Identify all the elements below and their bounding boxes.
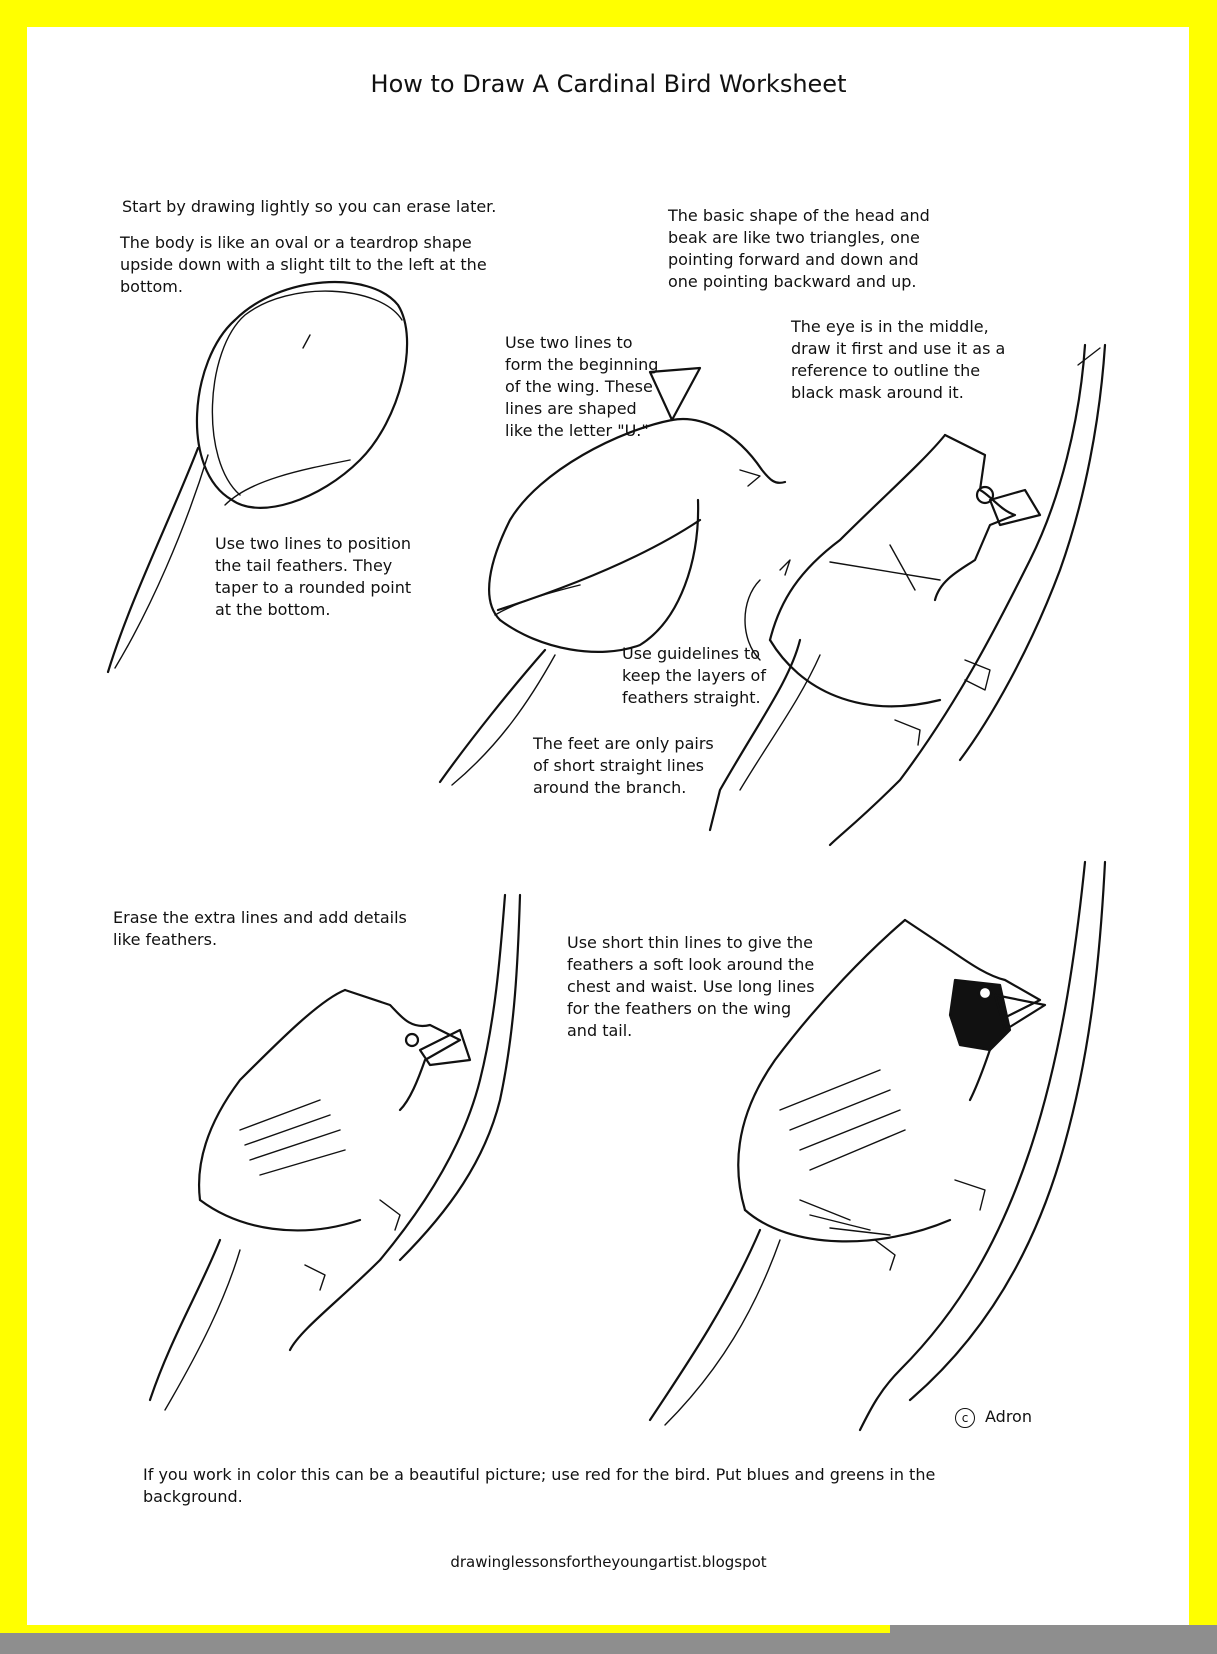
head-line: one pointing backward and up. bbox=[668, 272, 917, 291]
eye-line: reference to outline the bbox=[791, 361, 981, 380]
wing-line: of the wing. These bbox=[505, 377, 653, 396]
guidelines-line: feathers straight. bbox=[622, 688, 761, 707]
copyright-icon: c bbox=[955, 1408, 975, 1428]
eye-line: black mask around it. bbox=[791, 383, 964, 402]
color-tip-line: If you work in color this can be a beautiful picture; use red for the bird. Put blues and greens in the bbox=[143, 1465, 936, 1484]
tail-line: Use two lines to position bbox=[215, 534, 412, 553]
step1-tail-lines bbox=[108, 448, 208, 672]
guidelines-line: keep the layers of bbox=[622, 666, 766, 685]
step2-bird-sketch bbox=[440, 368, 785, 785]
erase-line: like feathers. bbox=[113, 930, 218, 949]
tail-line: taper to a rounded point bbox=[215, 578, 412, 597]
wing-line: form the beginning bbox=[505, 355, 659, 374]
worksheet-title: How to Draw A Cardinal Bird Worksheet bbox=[370, 70, 847, 98]
tail-line: the tail feathers. They bbox=[215, 556, 393, 575]
body-line: upside down with a slight tilt to the left at the bbox=[120, 255, 487, 274]
head-line: The basic shape of the head and bbox=[668, 206, 930, 225]
intro-text: Start by drawing lightly so you can erase later. bbox=[122, 197, 497, 216]
color-tip-line: background. bbox=[143, 1487, 243, 1506]
step3-bird-sketch bbox=[710, 345, 1105, 845]
tail-line: at the bottom. bbox=[215, 600, 331, 619]
head-line: beak are like two triangles, one bbox=[668, 228, 920, 247]
step5-bird-drawing bbox=[650, 862, 1105, 1430]
details-line: Use short thin lines to give the bbox=[567, 933, 813, 952]
details-line: and tail. bbox=[567, 1021, 633, 1040]
details-line: for the feathers on the wing bbox=[567, 999, 792, 1018]
wing-line: Use two lines to bbox=[505, 333, 633, 352]
eye-line: The eye is in the middle, bbox=[791, 317, 989, 336]
body-line: bottom. bbox=[120, 277, 183, 296]
feet-line: of short straight lines bbox=[533, 756, 705, 775]
guidelines-line: Use guidelines to bbox=[622, 644, 761, 663]
feet-line: around the branch. bbox=[533, 778, 687, 797]
wing-line: like the letter "U." bbox=[505, 421, 649, 440]
details-line: feathers a soft look around the bbox=[567, 955, 815, 974]
eye-line: draw it first and use it as a bbox=[791, 339, 1006, 358]
copyright-author: Adron bbox=[985, 1407, 1032, 1426]
feet-line: The feet are only pairs bbox=[533, 734, 714, 753]
step1-oval-sketch bbox=[197, 282, 407, 508]
wing-line: lines are shaped bbox=[505, 399, 637, 418]
footer-url: drawinglessonsfortheyoungartist.blogspot bbox=[450, 1553, 767, 1571]
head-line: pointing forward and down and bbox=[668, 250, 919, 269]
body-line: The body is like an oval or a teardrop shape bbox=[120, 233, 472, 252]
erase-line: Erase the extra lines and add details bbox=[113, 908, 407, 927]
step4-bird-drawing bbox=[150, 895, 520, 1410]
details-line: chest and waist. Use long lines bbox=[567, 977, 815, 996]
